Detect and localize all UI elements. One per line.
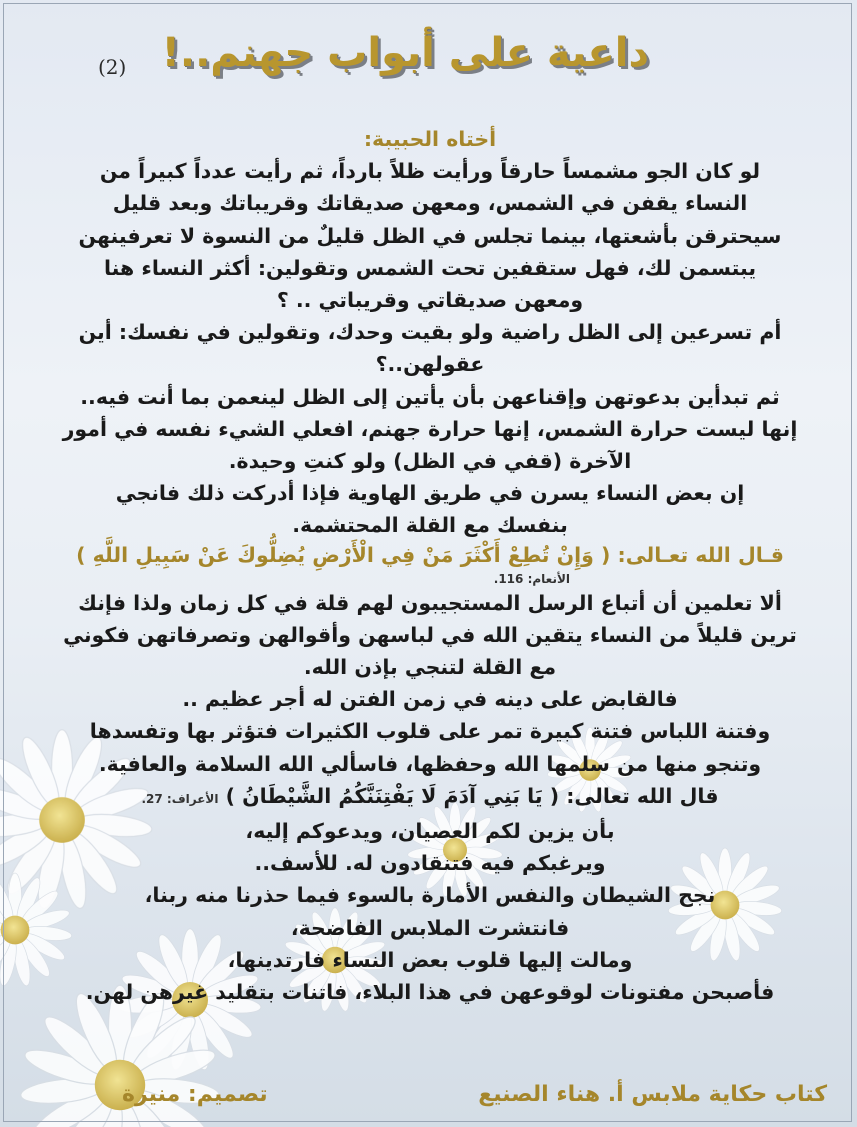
- book-credit: كتاب حكاية ملابس أ. هناء الصنيع: [478, 1082, 827, 1107]
- paragraph-line: ومعهن صديقاتي وقريباتي .. ؟: [276, 288, 584, 313]
- paragraph-line: يبتسمن لك، فهل ستقفين تحت الشمس وتقولين: أكثر النساء هنا: [103, 255, 757, 280]
- greeting: أختاه الحبيبة:: [363, 127, 497, 151]
- verse-intro: قال الله تعالى: (: [549, 783, 719, 808]
- paragraph-line: إنها ليست حرارة الشمس، إنها حرارة جهنم، افعلي الشيء نفسه في أمور: [62, 416, 798, 441]
- verse-text: وَإِنْ تُطِعْ أَكْثَرَ مَنْ فِي الْأَرْضِ يُضِلُّوكَ عَنْ سَبِيلِ اللَّهِ: [92, 542, 594, 567]
- paragraph-line: مع القلة لتنجي بإذن الله.: [303, 655, 557, 680]
- paragraph-line: الآخرة (قفي في الظل) ولو كنتِ وحيدة.: [228, 449, 632, 474]
- verse-close: ): [225, 783, 235, 808]
- article-body: [50, 123, 810, 1008]
- paragraph-line: فأصبحن مفتونات لوقوعهن في هذا البلاء، فاتنات بتقليد غيرهن لهن.: [85, 980, 775, 1005]
- paragraph-line: فانتشرت الملابس الفاضحة،: [290, 915, 570, 940]
- paragraph-line: ترين قليلاً من النساء يتقين الله في لباسهن وأقوالهن وتصرفاتهن فكوني: [63, 622, 797, 647]
- paragraph-line: لو كان الجو مشمساً حارقاً ورأيت ظلاً بارداً، ثم رأيت عدداً كبيراً من: [99, 159, 761, 184]
- verse-intro: قـال الله تعـالى: (: [601, 542, 784, 567]
- paragraph-line: بأن يزين لكم العصيان، ويدعوكم إليه،: [245, 819, 615, 844]
- paragraph-line: ويرغبكم فيه فتنقادون له. للأسف..: [254, 851, 606, 876]
- paragraph-line: عقولهن..؟: [375, 352, 485, 377]
- quran-verse-1: [50, 542, 810, 568]
- paragraph-line: ومالت إليها قلوب بعض النساء فارتدينها،: [227, 947, 633, 972]
- verse-reference: الأنعام: 116.: [493, 571, 570, 586]
- paragraph-line: أم تسرعين إلى الظل راضية ولو بقيت وحدك، وتقولين في نفسك: أين: [78, 320, 782, 345]
- paragraph-line: بنفسك مع القلة المحتشمة.: [292, 513, 568, 538]
- paragraph-line: ثم تبدأين بدعوتهن وإقناعهن بأن يأتين إلى الظل لينعمن بما أنت فيه..: [80, 384, 780, 409]
- quran-verse-2: [50, 780, 810, 815]
- paragraph-line: إن بعض النساء يسرن في طريق الهاوية فإذا أدركت ذلك فانجي: [115, 481, 745, 506]
- page-title: داعية على أبواب جهنم..!: [161, 30, 649, 76]
- verse-text: يَا بَنِي آدَمَ لَا يَفْتِنَنَّكُمُ الشَّيْطَانُ: [242, 783, 543, 808]
- paragraph-line: فالقابض على دينه في زمن الفتن له أجر عظيم ..: [182, 687, 678, 712]
- paragraph-line: وتنجو منها من سلمها الله وحفظها، فاسألي الله السلامة والعافية.: [98, 751, 762, 776]
- verse-close: ): [76, 542, 86, 567]
- design-credit: تصميم: منيرة: [122, 1082, 268, 1107]
- paragraph-line: ألا تعلمين أن أتباع الرسل المستجيبون لهم قلة في كل زمان ولذا فإنك: [78, 590, 782, 615]
- paragraph-line: النساء يقفن في الشمس، ومعهن صديقاتك وقريباتك وبعد قليل: [112, 191, 748, 216]
- paragraph-line: وفتنة اللباس فتنة كبيرة تمر على قلوب الكثيرات فتؤثر بها وتفسدها: [89, 719, 771, 744]
- verse-reference: الأعراف: 27.: [141, 791, 219, 806]
- paragraph-line: نجح الشيطان والنفس الأمارة بالسوء فيما حذرنا منه ربنا،: [144, 883, 716, 908]
- page-number: (2): [98, 55, 127, 79]
- paragraph-line: سيحترقن بأشعتها، بينما تجلس في الظل قليلٌ من النسوة لا تعرفينهن: [78, 223, 782, 248]
